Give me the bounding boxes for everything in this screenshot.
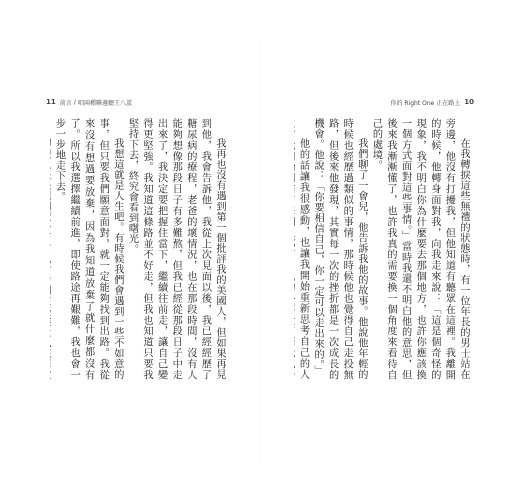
paragraph: 在我轉捩這些無禮的狀態時，有一位年長的男士站在旁邊，他沒有打擾我，但他知道有聽眾在這裡。我離開的時候，他轉身面對我，向我走來說：「這是個奇怪的現象，我不明白你為什麼要去那個地方，也許你應該換一個方式面對這些事情。」當時我還不明白他的意思，但後來我漸漸懂了，也許我真的需要換一個角度來看待自己的處境。: [370, 118, 469, 380]
paragraph: 他的話讓我很感動，也讓我開始重新思考自己的人: [297, 138, 309, 380]
header-separator: /: [73, 98, 76, 106]
left-page-body: [50, 118, 226, 380]
right-header-title: 你的 Right One 正在路上: [390, 99, 461, 107]
left-header-subtitle: 唱兩種聯邊聽王八蛋: [77, 99, 132, 107]
right-page-number: 10: [464, 98, 474, 106]
paragraph: 我再也沒有遇到第一個批評我的美國人，但如果再見到他，我會告訴他，我從上次見面以後，我已經經歷了糖尿病的療程，老爸的壞情況，也在那段時間，沒有人能夠想像那段日子有多難熬，但我已經從那段日子中走出來了，我決定要把握住當下，繼續往前走，讓自己變得更堅強。我知道這條路並不好走，但我也知道只要我堅持下去，終究會看到曙光。: [126, 118, 225, 380]
right-page-body: [294, 118, 470, 380]
paragraph: [50, 118, 51, 380]
right-page-header: [391, 95, 479, 109]
paragraph: 我們聊了一會兒，他告訴我他的故事。他說他年輕的時候也經歷過類似的事情，那時候他也覺得自己走投無路，但後來他發現，其實每一次的挫折都是一次成長的機會。他說：「你要相信自己，你一定可以走出來的。」: [312, 118, 367, 380]
left-page-number: 11: [46, 98, 56, 106]
paragraph: 我想這就是人生吧。有時候我們會遇到一些不如意的事，但只要我們願意面對，就一定能夠找到出路。我從來沒有想過要放棄，因為我知道放棄了就什麼都沒有了。所以我選擇繼續前進，即使路途再艱難，我也會一步一步地走下去。: [53, 118, 123, 380]
left-header-title: 前言: [59, 99, 72, 107]
left-page-header: [42, 95, 132, 109]
right-page: [260, 0, 520, 500]
